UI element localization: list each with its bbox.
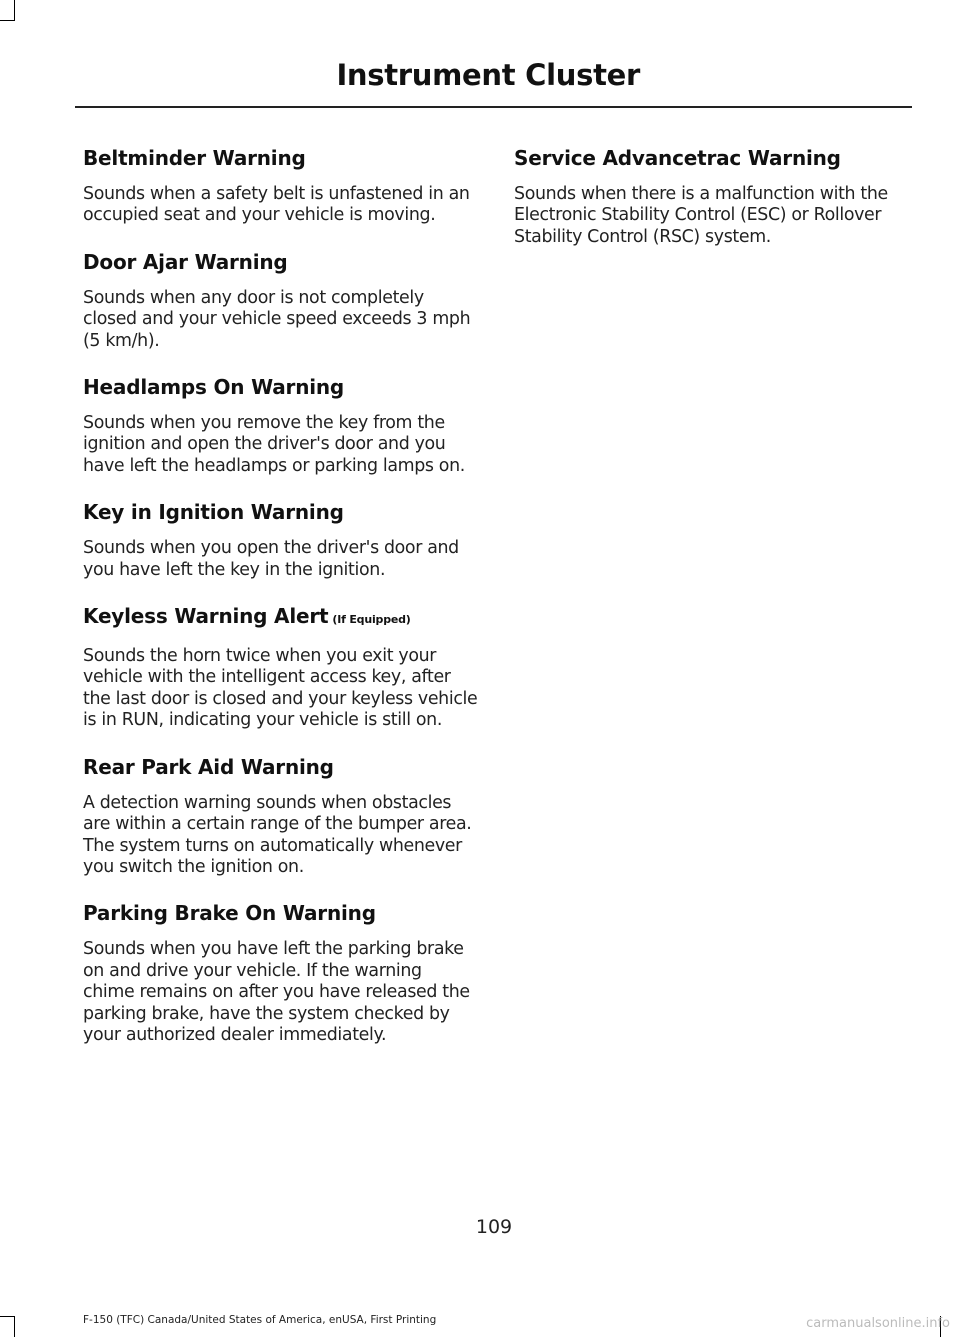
section-body: Sounds the horn twice when you exit your vehicle with the intelligent access key, after the last door is closed and your keyless vehicle is in RUN, indicating your vehicle is still on.	[83, 646, 478, 731]
warning-section	[83, 373, 478, 477]
warning-section	[83, 248, 478, 352]
section-body: Sounds when a safety belt is unfastened in an occupied seat and your vehicle is moving.	[83, 184, 470, 226]
warning-section	[83, 753, 478, 879]
section-heading	[83, 248, 478, 276]
section-heading	[83, 373, 478, 401]
warning-section	[83, 899, 478, 1046]
section-heading	[514, 144, 909, 172]
section-heading-text: Service Advancetrac Warning	[514, 146, 841, 170]
page-title: Instrument Cluster	[336, 58, 640, 92]
crop-mark-bottom-left-h	[0, 1316, 15, 1317]
crop-mark-bottom-left	[14, 1316, 15, 1337]
section-body: Sounds when any door is not completely closed and your vehicle speed exceeds 3 mph (5 km/h).	[83, 287, 471, 351]
section-heading-note: (If Equipped)	[332, 613, 411, 627]
crop-mark-top-left-h	[0, 20, 15, 21]
footer-text: F-150 (TFC) Canada/United States of America, enUSA, First Printing	[83, 1314, 437, 1326]
crop-mark-top-left	[14, 0, 15, 20]
section-heading-text: Parking Brake On Warning	[83, 901, 376, 926]
section-heading	[83, 144, 478, 172]
watermark: carmanualsonline.info	[806, 1316, 950, 1331]
page-header	[40, 58, 640, 92]
warning-section	[514, 144, 909, 248]
header-divider	[75, 106, 912, 108]
right-column	[514, 144, 909, 269]
section-heading-text: Keyless Warning Alert	[83, 604, 329, 629]
section-heading	[83, 753, 478, 781]
section-body: Sounds when you remove the key from the ignition and open the driver's door and you have left the headlamps or parking lamps on.	[83, 413, 465, 476]
warning-section	[83, 602, 478, 732]
section-heading-text: Beltminder Warning	[83, 146, 306, 170]
section-body: Sounds when there is a malfunction with the Electronic Stability Control (ESC) or Rollover Stability Control (RSC) system.	[514, 184, 888, 247]
section-heading-text: Key in Ignition Warning	[83, 500, 344, 525]
section-heading	[83, 498, 478, 526]
section-heading	[83, 602, 478, 634]
section-body: Sounds when you have left the parking brake on and drive your vehicle. If the warning chime remains on after you have released the parking brake, have the system checked by your authorized dealer immediately.	[83, 939, 470, 1045]
left-column	[83, 144, 478, 1067]
warning-section	[83, 498, 478, 581]
section-heading-text: Headlamps On Warning	[83, 375, 345, 400]
page-number: 109	[475, 1216, 513, 1238]
section-heading-text: Rear Park Aid Warning	[83, 754, 334, 779]
section-heading	[83, 899, 478, 927]
section-body: Sounds when you open the driver's door and you have left the key in the ignition.	[83, 538, 459, 580]
section-body: A detection warning sounds when obstacles are within a certain range of the bumper area. The system turns on automatically whenever you switch the ignition on.	[83, 792, 472, 877]
section-heading-text: Door Ajar Warning	[83, 249, 288, 274]
warning-section	[83, 144, 478, 227]
